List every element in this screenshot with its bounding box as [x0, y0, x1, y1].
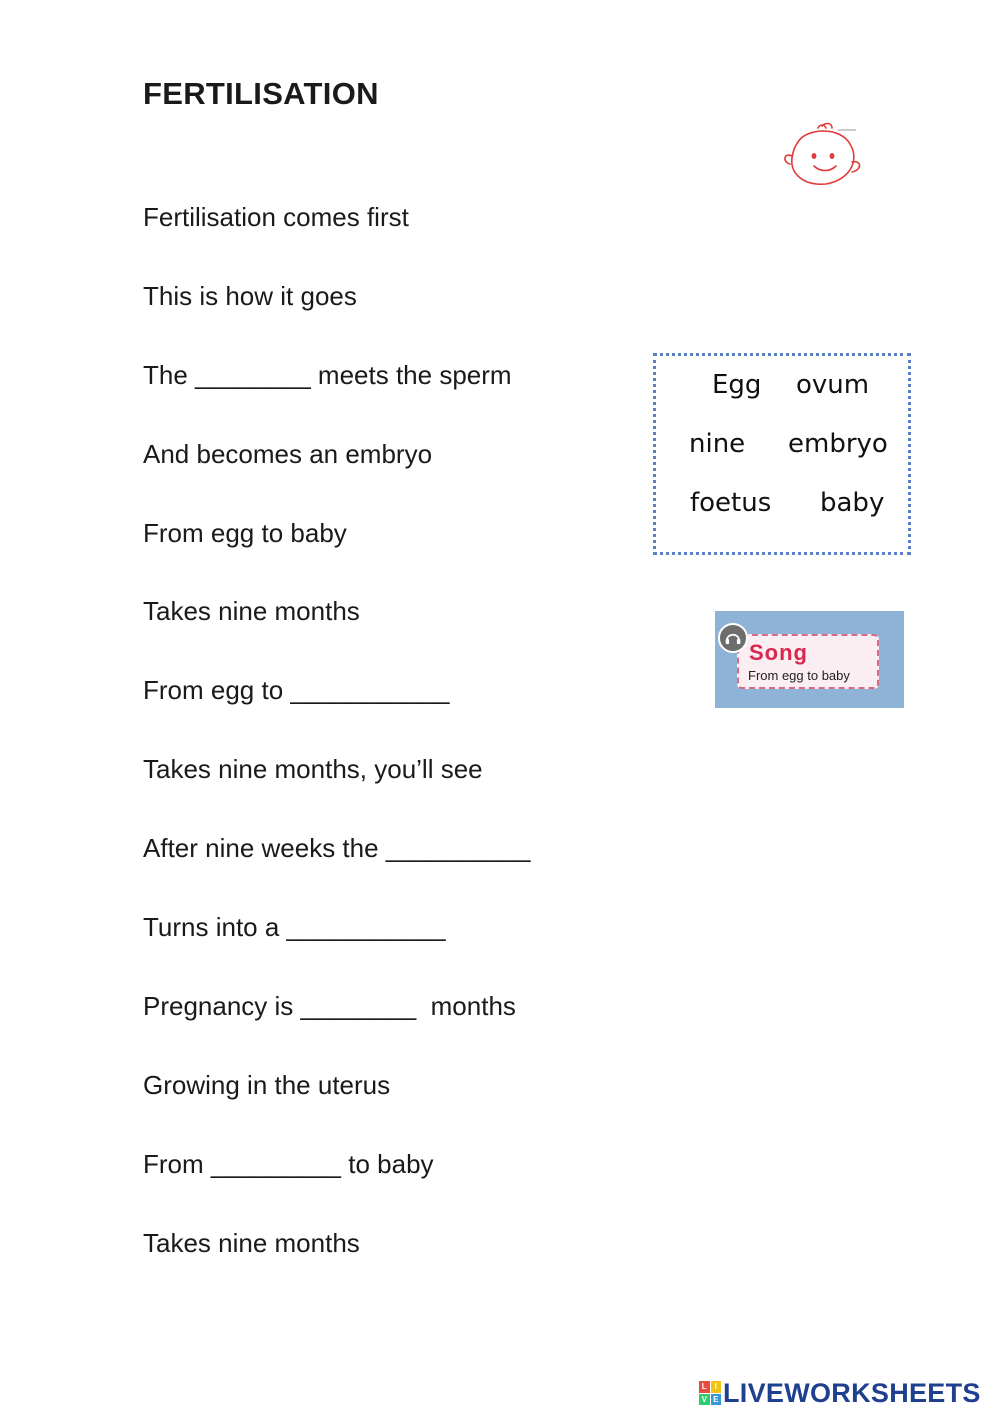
word-bank-word: baby [820, 488, 885, 518]
headphones-icon[interactable] [718, 623, 748, 653]
song-subtitle: From egg to baby [748, 668, 850, 683]
lyric-line: From egg to baby [143, 517, 347, 548]
liveworksheets-brand[interactable] [699, 1375, 981, 1411]
lyric-line: Takes nine months, you’ll see [143, 754, 483, 785]
lyric-line: Turns into a ___________ [143, 912, 446, 943]
liveworksheets-logo-icon: L I V E [699, 1381, 721, 1405]
word-bank-word: Egg [712, 370, 762, 400]
word-bank [653, 353, 911, 555]
lyric-line: After nine weeks the __________ [143, 833, 531, 864]
lyric-line: And becomes an embryo [143, 438, 433, 469]
page-title: FERTILISATION [143, 76, 379, 111]
lyric-line: From egg to ___________ [143, 675, 450, 706]
lyric-line: From _________ to baby [143, 1148, 434, 1179]
brand-name: LIVEWORKSHEETS [723, 1377, 981, 1408]
baby-face-icon [778, 122, 866, 190]
lyric-line: Takes nine months [143, 596, 360, 627]
song-title: Song [749, 640, 808, 665]
lyric-line: Pregnancy is ________ months [143, 990, 516, 1021]
lyric-line: The ________ meets the sperm [143, 359, 512, 390]
lyric-line: Takes nine months [143, 1227, 360, 1258]
song-label [737, 634, 879, 689]
lyrics-list [143, 198, 530, 1302]
word-bank-word: ovum [796, 370, 870, 400]
song-card[interactable] [715, 611, 904, 708]
word-bank-word: nine [689, 429, 746, 459]
lyric-line: This is how it goes [143, 280, 357, 311]
lyric-line: Fertilisation comes first [143, 202, 409, 232]
lyric-line: Growing in the uterus [143, 1069, 391, 1100]
word-bank-word: foetus [690, 488, 772, 518]
word-bank-word: embryo [788, 429, 888, 459]
